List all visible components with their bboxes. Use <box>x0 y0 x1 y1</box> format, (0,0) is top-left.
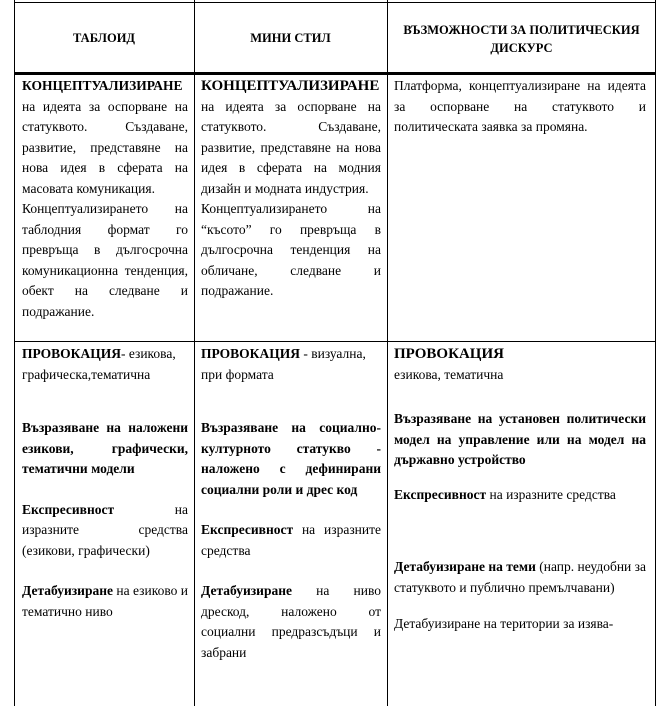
row2-col2-cell <box>201 344 381 663</box>
row2-col3-territories: Детабуизиране на територии за изява- <box>394 616 614 631</box>
row2-col1-detabooing-title: Детабуизиране <box>22 583 113 598</box>
column-divider-1 <box>194 0 195 706</box>
row2-col2-detabooing-text: на ниво дрескод, наложено от социални предразсъдъци и забрани <box>201 583 381 660</box>
row2-col3-expressiveness-text: на изразните средства <box>486 486 616 502</box>
row1-col3-text: Платформа, концептуализиране на идеята за оспорване на статуквото и политическата заявка за промяна. <box>394 78 646 134</box>
column-divider-2 <box>387 0 388 706</box>
row2-col2-objection: Възразяване на социално-културното статукво - наложено с дефинирани социални роли и дрес код <box>201 420 381 497</box>
row2-col1-provocation-text: - езикова, графическа,тематична <box>22 346 176 382</box>
row2-col2-expressiveness-text: на изразните средства <box>201 522 381 558</box>
row-divider <box>14 341 656 342</box>
row1-col1-text1: на идеята за оспорване на статуквото. Създаване, развитие, представяне на нова идея в сферата на масовата комуникация. <box>22 98 188 196</box>
row2-col1-detabooing-text: на езиково и тематично ниво <box>22 583 188 619</box>
row2-col3-expressiveness-title: Експресивност <box>394 486 487 502</box>
row2-col1-cell <box>22 344 188 622</box>
row2-col3-provocation-title: ПРОВОКАЦИЯ <box>394 346 504 362</box>
row2-col2-provocation-title: ПРОВОКАЦИЯ <box>201 346 300 361</box>
table-border-left <box>14 0 15 706</box>
row2-col1-expressiveness-title: Експресивност <box>22 501 115 517</box>
row1-col3-cell <box>394 76 646 138</box>
header-mini-style: МИНИ СТИЛ <box>250 31 331 45</box>
table-border-top <box>14 2 656 3</box>
table-border-right <box>655 0 656 706</box>
row1-col1-cell <box>22 76 188 322</box>
row1-col1-text2: Концептуализирането на таблодния формат го превръща в дългосрочна комуникационна тенденция, обект на следване и подражание. <box>22 201 188 319</box>
row1-col1-title: КОНЦЕПТУАЛИЗИРАНЕ <box>22 78 183 93</box>
row2-col3-detabooing-text: (напр. неудобни за статуквото и публично премълчавани) <box>394 559 646 595</box>
header-divider <box>14 72 656 75</box>
header-tabloid: ТАБЛОИД <box>72 31 136 45</box>
row2-col2-detabooing-title: Детабуизиране <box>201 583 292 598</box>
row2-col3-detabooing-title: Детабуизиране на теми <box>394 559 536 574</box>
row2-col2-expressiveness-title: Експресивност <box>201 522 294 537</box>
row2-col3-provocation-text: езикова, тематична <box>394 366 504 382</box>
row2-col2-provocation-text: - визуална, при формата <box>201 346 366 382</box>
row2-col1-provocation-title: ПРОВОКАЦИЯ <box>22 346 121 361</box>
row1-col2-cell <box>201 76 381 302</box>
row2-col3-objection: Възразяване на установен политически модел на управление или на модел на държавно устройство <box>394 411 646 467</box>
row1-col2-text1: на идеята за оспорване на статуквото. Създаване, развитие, представяне на нова идея в сферата на модния дизайн и модната индустрия. <box>201 98 381 196</box>
row2-col3-cell <box>394 344 646 635</box>
row2-col1-expressiveness-text: на изразните средства (езикови, графически) <box>22 501 188 558</box>
row2-col1-objection: Възразяване на наложени езикови, графически, тематични модели <box>22 420 188 476</box>
row1-col2-title: КОНЦЕПТУАЛИЗИРАНЕ <box>201 78 380 94</box>
row1-col2-text2: Концептуализирането на “късото” го превръща в дългосрочна тенденция на обличане, следване и подражание. <box>201 201 381 298</box>
header-political-discourse: ВЪЗМОЖНОСТИ ЗА ПОЛИТИЧЕСКИЯ ДИСКУРС <box>403 23 640 55</box>
